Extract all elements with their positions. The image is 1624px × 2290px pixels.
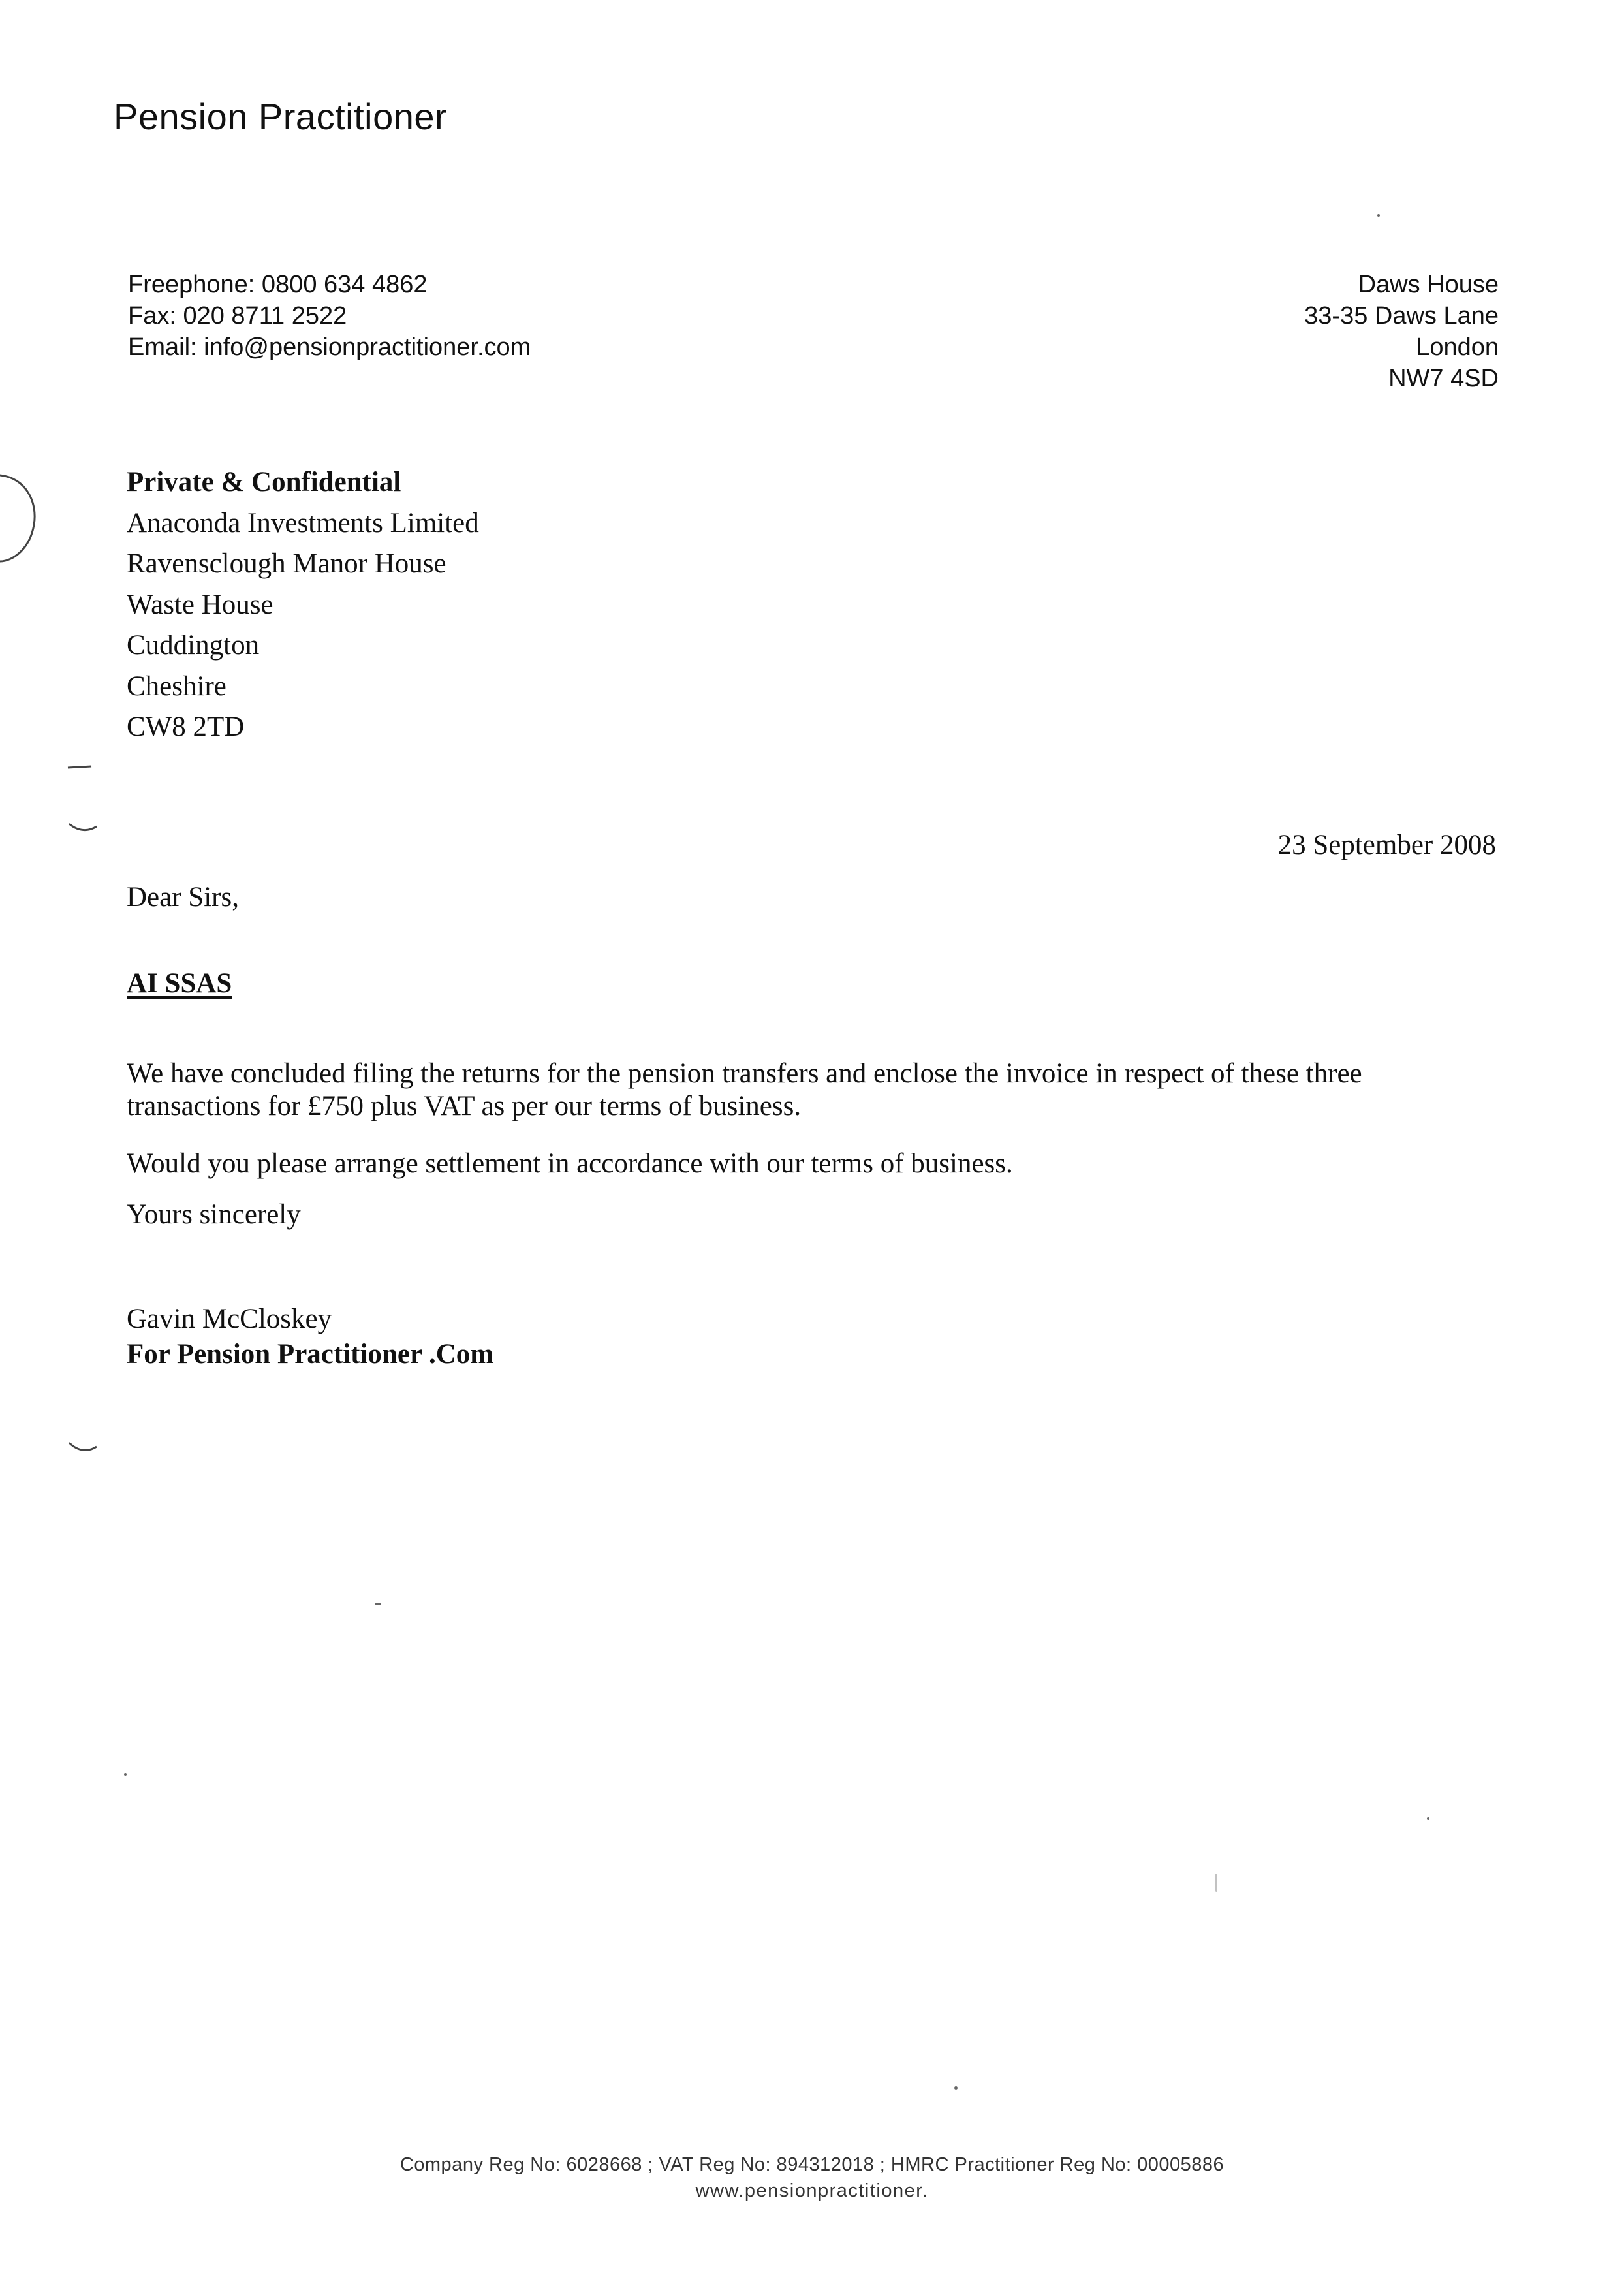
footer-registration: Company Reg No: 6028668 ; VAT Reg No: 894312018 ; HMRC Practitioner Reg No: 00005886 xyxy=(399,2154,1225,2175)
scan-speck xyxy=(1377,214,1380,217)
punch-hole-mark xyxy=(65,1423,104,1462)
sender-address xyxy=(1304,269,1499,394)
subject-line: AI SSAS xyxy=(127,968,232,999)
recipient-line: Anaconda Investments Limited xyxy=(127,507,479,539)
scan-speck xyxy=(1215,1874,1217,1892)
body-paragraph: We have concluded filing the returns for the pension transfers and enclose the invoice in respect of these three transactions for £750 plus VAT as per our terms of business. xyxy=(127,1058,1362,1121)
recipient-line: Cheshire xyxy=(127,670,226,702)
recipient-line: CW8 2TD xyxy=(127,712,245,742)
closing: Yours sincerely xyxy=(127,1199,301,1230)
recipient-line: Cuddington xyxy=(127,630,260,661)
scan-speck xyxy=(1427,1817,1429,1820)
address-line: Daws House xyxy=(1358,271,1499,298)
punch-hole-mark xyxy=(65,764,104,842)
company-name: Pension Practitioner xyxy=(114,96,448,137)
confidential-heading: Private & Confidential xyxy=(127,467,401,497)
letter-date: 23 September 2008 xyxy=(1277,830,1496,860)
address-line: NW7 4SD xyxy=(1388,365,1499,392)
scan-speck xyxy=(954,2086,958,2090)
address-line: London xyxy=(1416,334,1499,361)
recipient-line: Waste House xyxy=(127,589,273,620)
salutation: Dear Sirs, xyxy=(127,882,239,913)
email-line: Email: info@pensionpractitioner.com xyxy=(128,334,531,361)
signer-name: Gavin McCloskey xyxy=(127,1304,332,1334)
address-line: 33-35 Daws Lane xyxy=(1304,302,1499,330)
footer-website: www.pensionpractitioner. xyxy=(695,2180,929,2201)
signer-organisation: For Pension Practitioner .Com xyxy=(127,1339,494,1370)
scan-speck xyxy=(124,1773,127,1776)
freephone-line: Freephone: 0800 634 4862 xyxy=(128,271,428,298)
punch-hole-mark xyxy=(0,457,46,574)
body-paragraph: Would you please arrange settlement in accordance with our terms of business. xyxy=(127,1148,1013,1179)
contact-block xyxy=(128,269,531,363)
recipient-line: Ravensclough Manor House xyxy=(127,548,446,579)
recipient-block xyxy=(127,462,479,748)
scan-speck xyxy=(375,1603,381,1605)
fax-line: Fax: 020 8711 2522 xyxy=(128,302,347,330)
